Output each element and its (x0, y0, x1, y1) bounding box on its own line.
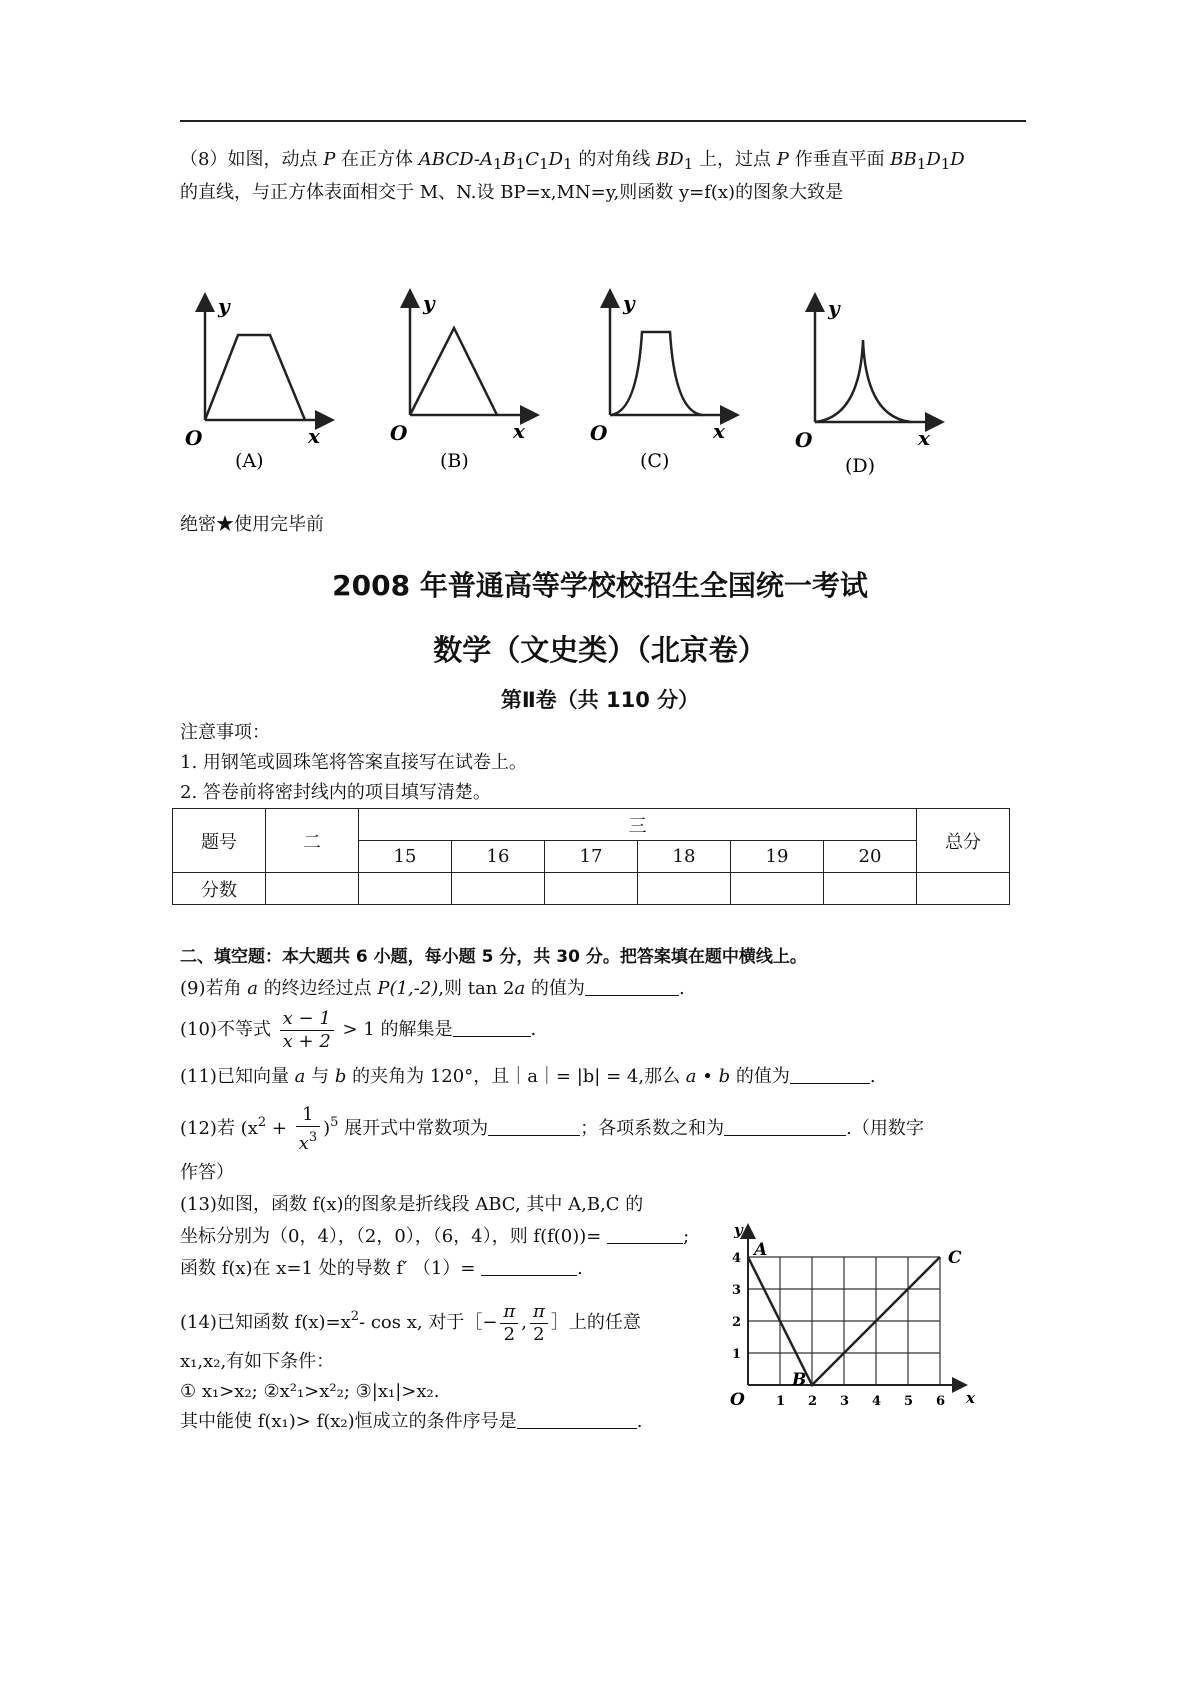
q14-fraction (530, 1301, 548, 1346)
graph-a-origin: O (185, 426, 203, 450)
vector-b: b (718, 1066, 731, 1087)
q9-text: 的终边经过点 (257, 978, 378, 999)
q8-sub: 1 (940, 155, 951, 173)
q12-paren: ) (323, 1118, 331, 1139)
q8-sub: 1 (916, 155, 927, 173)
graph-b-xlabel: x (513, 419, 525, 443)
q10-text: (10)不等式 (180, 1019, 277, 1040)
q10-text: > 1 的解集是 (336, 1019, 453, 1040)
q12-line2: 作答） (180, 1162, 234, 1183)
graph-d-ylabel: y (828, 296, 840, 320)
point-label: C (948, 1248, 962, 1268)
q12 (180, 1100, 924, 1155)
answer-blank[interactable] (724, 1117, 846, 1136)
vector-a: a (294, 1066, 306, 1087)
q9-end: . (678, 978, 685, 999)
fraction-denominator: x + 2 (282, 1030, 331, 1052)
question-number: 15 (359, 841, 452, 873)
q8-sub: 1 (563, 155, 573, 173)
q10-end: . (530, 1019, 537, 1040)
graph-c-xlabel: x (713, 419, 725, 443)
q8-d: D (548, 149, 564, 170)
q8-text: （8）如图，动点 (180, 149, 324, 170)
section-heading: 二、填空题：本大题共 6 小题，每小题 5 分，共 30 分。把答案填在题中横线上。 (180, 947, 807, 967)
x-tick-label: 4 (872, 1394, 882, 1409)
score-cell[interactable] (731, 873, 824, 905)
score-cell[interactable] (266, 873, 359, 905)
q8-text: 上，过点 (693, 149, 777, 170)
q14-end: . (636, 1411, 643, 1432)
q11-text: • (696, 1066, 719, 1087)
graph-b (390, 291, 535, 472)
y-tick-label: 1 (732, 1347, 742, 1362)
q13-text: 函数 f(x)在 x=1 处的导数 f′ （1）= (180, 1258, 482, 1279)
graph-d-origin: O (795, 428, 813, 452)
graph-d-label: (D) (845, 455, 876, 477)
q9-text: ,则 tan 2 (438, 978, 515, 999)
origin-label: O (730, 1390, 745, 1410)
graph-b-label: (B) (440, 450, 469, 472)
q14-line2: x₁,x₂,有如下条件： (180, 1351, 335, 1372)
q9 (180, 974, 685, 1004)
x-tick-label: 6 (936, 1394, 946, 1409)
paper-part: 第Ⅱ卷（共 110 分） (500, 688, 700, 712)
answer-blank[interactable] (517, 1410, 637, 1429)
graph-a (185, 294, 330, 472)
q9-alpha: a (514, 978, 526, 999)
fraction-numerator: x − 1 (280, 1008, 334, 1031)
q12-x: x (298, 1132, 309, 1154)
exam-title: 2008 年普通高等学校校招生全国统一考试 (332, 569, 868, 602)
fraction-numerator: π (500, 1301, 518, 1324)
answer-blank[interactable] (585, 977, 679, 996)
question-number: 19 (731, 841, 824, 873)
note-item: 1. 用钢笔或圆珠笔将答案直接写在试卷上。 (180, 752, 527, 773)
q14-fraction (500, 1301, 518, 1346)
x-tick-label: 2 (808, 1394, 818, 1409)
q10 (180, 1007, 536, 1053)
q9-alpha: a (247, 978, 258, 999)
q14-text: 其中能使 f(x₁)> f(x₂)恒成立的条件序号是 (180, 1411, 517, 1432)
q14-text: ］上的任意 (550, 1312, 641, 1333)
q11-text: 与 (305, 1066, 335, 1087)
q8-point-p: P (323, 149, 336, 170)
q12-plus: + (266, 1118, 293, 1139)
graph-a-xlabel: x (308, 424, 320, 448)
q13-line3 (180, 1254, 583, 1284)
q8-cube: ABCD-A (418, 149, 493, 170)
graph-b-origin: O (390, 421, 408, 445)
q8-sub: 1 (492, 155, 503, 173)
q13-function-graph (722, 1195, 1022, 1425)
graph-d-xlabel: x (918, 426, 930, 450)
q14-line4 (180, 1407, 642, 1437)
q8-text: 作垂直平面 (788, 149, 891, 170)
q8-sub: 1 (539, 155, 549, 173)
score-cell[interactable] (359, 873, 452, 905)
fraction-numerator: 1 (296, 1104, 320, 1127)
score-cell[interactable] (638, 873, 731, 905)
top-rule (180, 120, 1026, 122)
q14-line3: ① x₁>x₂; ②x²₁>x²₂; ③|x₁|>x₂. (180, 1381, 440, 1402)
q11-end: . (869, 1066, 876, 1087)
point-label: A (754, 1240, 768, 1260)
answer-blank[interactable] (453, 1018, 531, 1037)
answer-blank[interactable] (481, 1257, 577, 1276)
y-tick-label: 3 (732, 1283, 742, 1298)
exam-subtitle: 数学（文史类）（北京卷） (433, 633, 767, 667)
fraction-denominator: 2 (533, 1323, 545, 1345)
x-axis-label: x (966, 1389, 975, 1407)
score-cell[interactable] (824, 873, 917, 905)
q13-line2 (180, 1222, 689, 1252)
q13-end: . (577, 1258, 583, 1279)
q8-sub: 1 (683, 155, 694, 173)
graph-c-label: (C) (640, 450, 670, 472)
col-total: 总分 (917, 809, 1010, 873)
q14-text: (14)已知函数 f(x)=x (180, 1312, 351, 1333)
secret-mark: 绝密★使用完毕前 (180, 514, 324, 535)
q14-exp: 2 (350, 1309, 360, 1324)
col-three: 三 (359, 809, 917, 841)
q12-text: .（用数字 (846, 1118, 924, 1139)
q13-text: 坐标分别为（0，4），（2，0），（6，4），则 f(f(0))= (180, 1226, 608, 1247)
q8-line1 (180, 145, 965, 179)
q8-d: D (950, 149, 965, 170)
q8-c: C (525, 149, 540, 170)
q9-text: (9)若角 (180, 978, 248, 999)
q11-text: 的夹角为 120°，且｜a｜= |b| = 4,那么 (346, 1066, 686, 1087)
chart-labels (730, 1221, 976, 1410)
q8-text: 的对角线 (572, 149, 657, 170)
score-cell[interactable] (452, 873, 545, 905)
q13-line1: (13)如图，函数 f(x)的图象是折线段 ABC, 其中 A,B,C 的 (180, 1194, 644, 1215)
q9-text: 的值为 (525, 978, 585, 999)
question-number: 16 (452, 841, 545, 873)
q14-line1 (180, 1294, 641, 1346)
q11-text: 的值为 (730, 1066, 790, 1087)
q12-exp: 3 (308, 1129, 318, 1145)
score-cell[interactable] (545, 873, 638, 905)
q11 (180, 1062, 876, 1092)
score-table (172, 808, 1010, 905)
graph-b-ylabel: y (423, 291, 435, 315)
answer-blank[interactable] (607, 1225, 683, 1244)
notes-heading: 注意事项： (180, 722, 270, 743)
graph-a-ylabel: y (218, 294, 230, 318)
q8-d: D (926, 149, 941, 170)
x-tick-label: 1 (776, 1394, 786, 1409)
q9-point: P(1,-2) (377, 978, 439, 999)
q12-fraction (296, 1104, 320, 1155)
q8-line2: 的直线，与正方体表面相交于 M、N.设 BP=x,MN=y,则函数 y=f(x)的图象大致是 (180, 182, 844, 203)
q12-exp: 2 (257, 1115, 267, 1130)
vector-b: b (334, 1066, 347, 1087)
note-item: 2. 答卷前将密封线内的项目填写清楚。 (180, 782, 491, 803)
q13-end: ; (683, 1226, 690, 1247)
point-label: B (792, 1370, 807, 1390)
graph-a-label: (A) (235, 450, 264, 472)
score-label: 分数 (173, 873, 266, 905)
q11-text: (11)已知向量 (180, 1066, 295, 1087)
answer-blank[interactable] (488, 1117, 580, 1136)
graph-d (795, 296, 940, 477)
q14-text: - cos x, 对于［− (359, 1312, 498, 1333)
question-number: 18 (638, 841, 731, 873)
fraction-denominator (296, 1127, 320, 1155)
y-axis-label: y (734, 1221, 743, 1239)
y-tick-label: 2 (732, 1315, 742, 1330)
q12-exp: 5 (330, 1115, 339, 1130)
y-tick-label: 4 (732, 1251, 742, 1266)
q10-fraction (280, 1008, 334, 1053)
q12-text: (12)若 (x (180, 1118, 258, 1139)
fraction-numerator: π (530, 1301, 548, 1324)
row-label: 题号 (173, 809, 266, 873)
answer-blank[interactable] (790, 1065, 870, 1084)
q12-text: 展开式中常数项为 (338, 1118, 489, 1139)
col-two: 二 (266, 809, 359, 873)
x-tick-label: 3 (840, 1394, 850, 1409)
graph-c-origin: O (590, 421, 608, 445)
q8-sub: 1 (515, 155, 526, 173)
q8-b: B (502, 149, 516, 170)
graph-c-ylabel: y (623, 291, 635, 315)
q14-comma: , (521, 1312, 527, 1333)
score-cell[interactable] (917, 873, 1010, 905)
q8-text: 在正方体 (335, 149, 419, 170)
x-tick-label: 5 (904, 1394, 914, 1409)
chart-grid (748, 1257, 940, 1385)
graph-c (590, 291, 735, 472)
q8-point-p: P (776, 149, 789, 170)
fraction-denominator: 2 (503, 1323, 516, 1345)
q8-option-graphs (180, 285, 1040, 485)
q12-text: ；各项系数之和为 (580, 1118, 725, 1139)
question-number: 20 (824, 841, 917, 873)
q8-bb: BB (890, 149, 917, 170)
question-number: 17 (545, 841, 638, 873)
q8-bd: BD (656, 149, 684, 170)
vector-a: a (685, 1066, 697, 1087)
